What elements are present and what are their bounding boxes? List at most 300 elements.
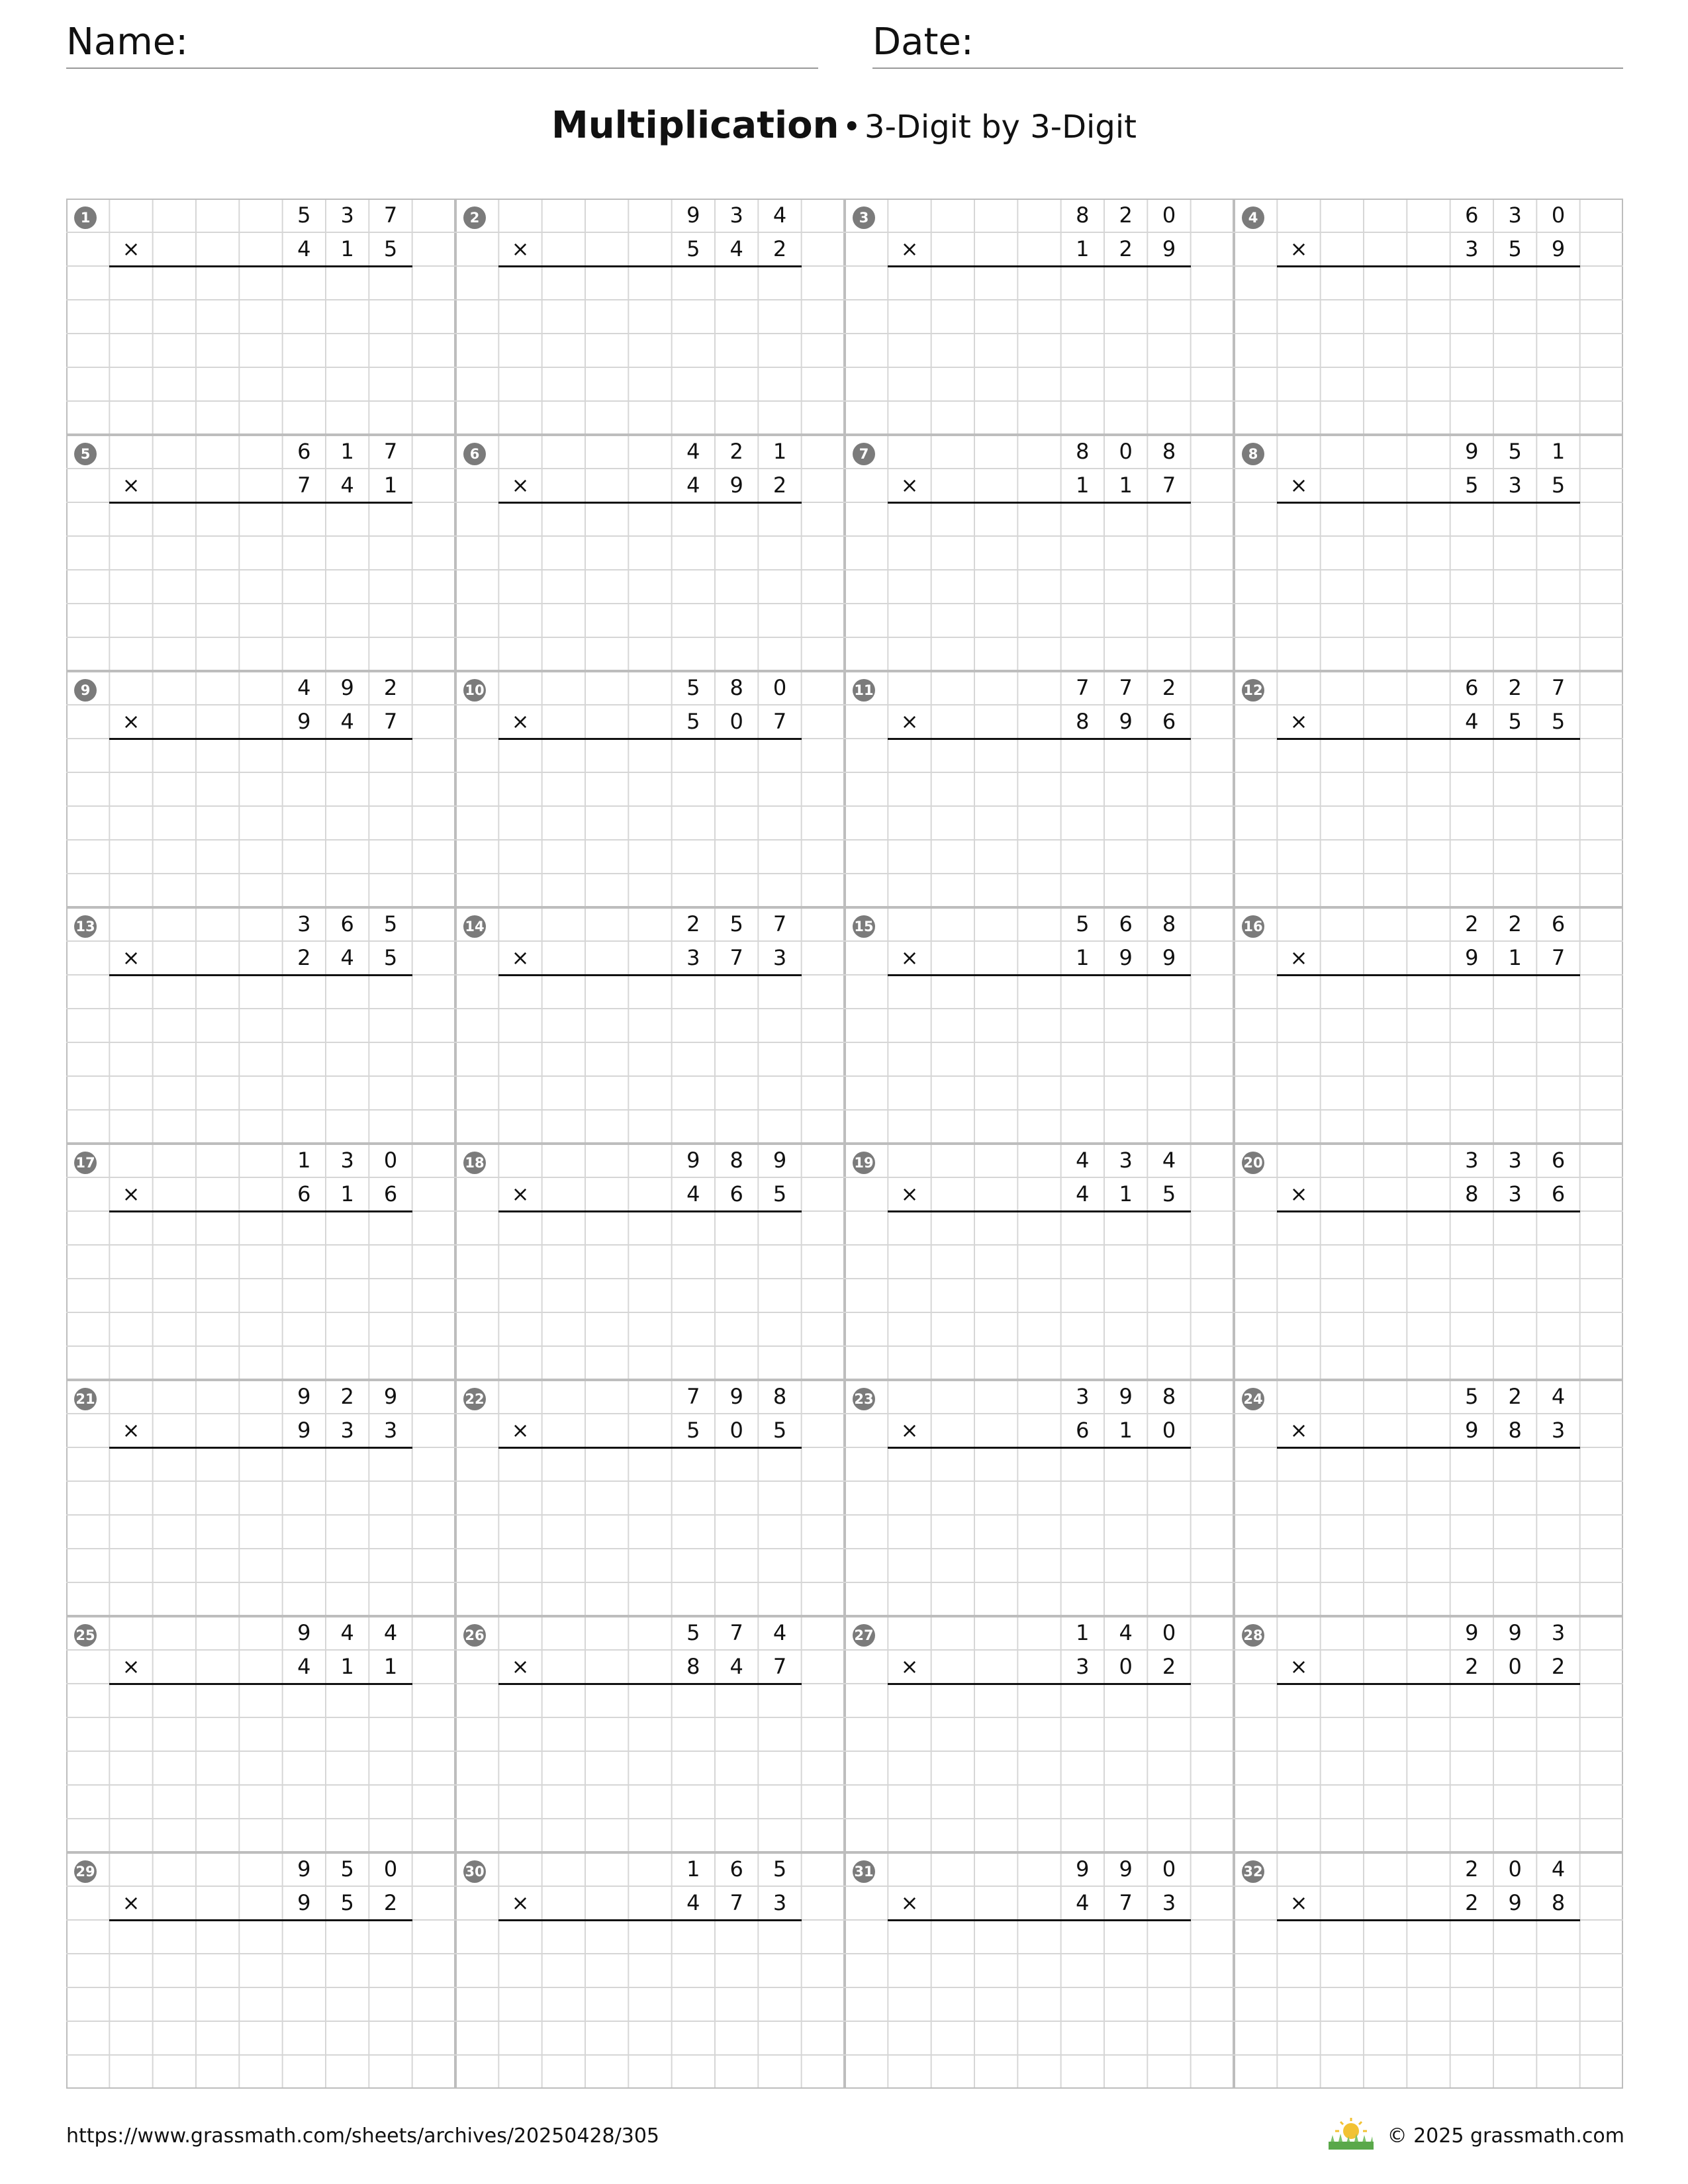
multiplier-digit: 2 [383, 1890, 398, 1915]
problem [1234, 907, 1623, 1144]
multiplicand-digit: 4 [1119, 1620, 1133, 1645]
multiplier-digit: 8 [1508, 1418, 1522, 1443]
multiplicand-digit: 8 [729, 675, 743, 700]
multiplicand-digit: 4 [1076, 1148, 1090, 1173]
multiply-sign: × [122, 1418, 140, 1443]
multiply-sign: × [1289, 1654, 1308, 1679]
answer-work-area[interactable] [455, 975, 845, 1144]
multiplier-digit: 9 [297, 1890, 311, 1915]
multiplier-digit: 7 [297, 473, 311, 498]
problem [455, 199, 845, 435]
multiplier-digit: 2 [297, 945, 311, 970]
answer-work-area[interactable] [66, 739, 455, 907]
problem-number-badge: 2 [463, 206, 486, 229]
multiplier-digit: 4 [1465, 709, 1479, 734]
multiplier-digit: 5 [1465, 473, 1479, 498]
multiplier-digit: 9 [1508, 1890, 1522, 1915]
multiplicand-digit: 2 [1465, 911, 1479, 936]
multiplicand-digit: 4 [773, 203, 787, 228]
multiplier-digit: 3 [773, 1890, 787, 1915]
problem-number-badge: 5 [74, 443, 97, 465]
multiplier-digit: 8 [686, 1654, 700, 1679]
multiplicand-digit: 9 [383, 1384, 398, 1409]
problem [455, 671, 845, 907]
multiplier-digit: 4 [686, 473, 700, 498]
problem-number-badge: 22 [463, 1388, 486, 1410]
multiplicand-digit: 6 [729, 1856, 743, 1882]
multiplier-digit: 3 [773, 945, 787, 970]
multiplicand-digit: 9 [729, 1384, 743, 1409]
multiplicand-digit: 7 [383, 439, 398, 464]
multiplicand-digit: 5 [729, 911, 743, 936]
problem-number-badge: 27 [853, 1624, 875, 1647]
multiply-sign: × [511, 945, 530, 970]
multiplicand-digit: 6 [340, 911, 354, 936]
multiplier-digit: 0 [729, 709, 743, 734]
problem [845, 1144, 1234, 1380]
multiplicand-digit: 1 [297, 1148, 311, 1173]
multiplicand-digit: 9 [1076, 1856, 1090, 1882]
multiplicand-digit: 9 [297, 1856, 311, 1882]
multiply-sign: × [1289, 473, 1308, 498]
multiplier-digit: 1 [1119, 1181, 1133, 1206]
multiplier-digit: 8 [1465, 1181, 1479, 1206]
multiplier-digit: 0 [729, 1418, 743, 1443]
multiplicand-digit: 2 [1162, 675, 1176, 700]
problem-number-badge: 9 [74, 679, 97, 702]
multiplicand-digit: 0 [773, 675, 787, 700]
problem [455, 1852, 845, 2089]
problem [66, 1144, 455, 1380]
multiplier-digit: 5 [1551, 473, 1566, 498]
problem-number-badge: 1 [74, 206, 97, 229]
multiplier-digit: 7 [1551, 945, 1566, 970]
multiplier-digit: 3 [686, 945, 700, 970]
problem [66, 1380, 455, 1616]
multiply-sign: × [511, 1654, 530, 1679]
multiplier-digit: 6 [297, 1181, 311, 1206]
answer-work-area[interactable] [455, 1447, 845, 1616]
multiplicand-digit: 2 [729, 439, 743, 464]
problem-number-badge: 8 [1242, 443, 1264, 465]
multiply-sign: × [122, 709, 140, 734]
multiplicand-digit: 4 [297, 675, 311, 700]
multiply-sign: × [122, 473, 140, 498]
name-label: Name: [66, 21, 189, 64]
problem-number-badge: 3 [853, 206, 875, 229]
multiplicand-digit: 0 [1551, 203, 1566, 228]
multiplier-digit: 2 [1465, 1654, 1479, 1679]
multiply-sign: × [511, 473, 530, 498]
multiply-sign: × [511, 1418, 530, 1443]
answer-work-area[interactable] [455, 739, 845, 907]
multiplicand-digit: 0 [383, 1148, 398, 1173]
multiplicand-digit: 2 [1508, 1384, 1522, 1409]
multiplicand-digit: 5 [1076, 911, 1090, 936]
problem-number-badge: 4 [1242, 206, 1264, 229]
problem [1234, 1616, 1623, 1852]
multiplicand-digit: 5 [773, 1856, 787, 1882]
multiply-sign: × [511, 1890, 530, 1915]
answer-work-area[interactable] [845, 975, 1234, 1144]
answer-work-area[interactable] [66, 1211, 455, 1380]
multiplicand-digit: 9 [1465, 439, 1479, 464]
multiplicand-digit: 6 [1119, 911, 1133, 936]
grass-logo-icon [1327, 2115, 1375, 2150]
multiplier-digit: 2 [773, 473, 787, 498]
multiply-sign: × [122, 236, 140, 261]
multiplier-digit: 7 [773, 1654, 787, 1679]
multiplicand-digit: 0 [1119, 439, 1133, 464]
multiplicand-digit: 0 [1162, 203, 1176, 228]
problem [66, 435, 455, 671]
answer-work-area[interactable] [845, 1920, 1234, 2089]
multiplier-digit: 7 [729, 945, 743, 970]
multiplicand-digit: 4 [686, 439, 700, 464]
multiplicand-digit: 9 [1119, 1384, 1133, 1409]
answer-work-area[interactable] [845, 1211, 1234, 1380]
problem-number-badge: 21 [74, 1388, 97, 1410]
multiplicand-digit: 7 [729, 1620, 743, 1645]
problem [845, 1380, 1234, 1616]
answer-work-area[interactable] [1234, 1211, 1623, 1380]
multiplicand-digit: 5 [1508, 439, 1522, 464]
answer-work-area[interactable] [455, 1684, 845, 1852]
date-line[interactable] [872, 68, 1623, 69]
multiplicand-digit: 6 [1465, 203, 1479, 228]
multiplier-digit: 9 [1119, 945, 1133, 970]
multiplier-digit: 9 [297, 1418, 311, 1443]
answer-work-area[interactable] [845, 502, 1234, 671]
problem-number-badge: 19 [853, 1152, 875, 1174]
multiplicand-digit: 4 [340, 1620, 354, 1645]
problem [455, 907, 845, 1144]
answer-work-area[interactable] [455, 502, 845, 671]
problem [455, 1380, 845, 1616]
problem-number-badge: 30 [463, 1860, 486, 1883]
multiplier-digit: 9 [1162, 945, 1176, 970]
multiplicand-digit: 5 [686, 675, 700, 700]
name-line[interactable] [66, 68, 818, 69]
multiply-sign: × [1289, 1181, 1308, 1206]
multiplier-digit: 7 [383, 709, 398, 734]
problem-number-badge: 28 [1242, 1624, 1264, 1647]
answer-work-area[interactable] [845, 1447, 1234, 1616]
answer-work-area[interactable] [845, 266, 1234, 435]
problem-number-badge: 15 [853, 915, 875, 938]
multiply-sign: × [900, 1181, 919, 1206]
multiplier-digit: 1 [1508, 945, 1522, 970]
multiplier-digit: 6 [1076, 1418, 1090, 1443]
problem [845, 907, 1234, 1144]
answer-work-area[interactable] [1234, 1447, 1623, 1616]
multiplier-digit: 6 [1551, 1181, 1566, 1206]
problem [66, 1852, 455, 2089]
multiplier-digit: 4 [1076, 1181, 1090, 1206]
problem-area [66, 199, 1623, 2089]
problem-number-badge: 6 [463, 443, 486, 465]
problem [455, 1616, 845, 1852]
multiplier-digit: 5 [773, 1418, 787, 1443]
multiplicand-digit: 3 [1508, 1148, 1522, 1173]
multiplier-digit: 6 [729, 1181, 743, 1206]
problem-number-badge: 16 [1242, 915, 1264, 938]
date-label: Date: [872, 21, 974, 64]
multiplicand-digit: 8 [1162, 439, 1176, 464]
multiplier-digit: 9 [1162, 236, 1176, 261]
title-separator: • [842, 109, 861, 146]
multiplicand-digit: 9 [340, 675, 354, 700]
multiplier-digit: 7 [1162, 473, 1176, 498]
problem [1234, 199, 1623, 435]
multiplicand-digit: 7 [1119, 675, 1133, 700]
multiplicand-digit: 9 [297, 1384, 311, 1409]
multiplier-digit: 5 [686, 1418, 700, 1443]
answer-work-area[interactable] [66, 1920, 455, 2089]
problem-number-badge: 32 [1242, 1860, 1264, 1883]
multiplicand-digit: 2 [686, 911, 700, 936]
multiplicand-digit: 7 [1551, 675, 1566, 700]
multiply-sign: × [1289, 1418, 1308, 1443]
answer-work-area[interactable] [1234, 502, 1623, 671]
multiplier-digit: 9 [729, 473, 743, 498]
multiplier-digit: 6 [1162, 709, 1176, 734]
multiplier-digit: 5 [686, 709, 700, 734]
problem [455, 1144, 845, 1380]
multiplier-digit: 4 [729, 236, 743, 261]
problem-number-badge: 14 [463, 915, 486, 938]
multiplier-digit: 9 [1551, 236, 1566, 261]
problem-number-badge: 12 [1242, 679, 1264, 702]
answer-work-area[interactable] [455, 1211, 845, 1380]
problem-number-badge: 10 [463, 679, 486, 702]
answer-work-area[interactable] [66, 1684, 455, 1852]
multiplicand-digit: 3 [1119, 1148, 1133, 1173]
multiplicand-digit: 6 [1551, 1148, 1566, 1173]
multiply-sign: × [900, 1654, 919, 1679]
problem-number-badge: 7 [853, 443, 875, 465]
multiply-sign: × [1289, 945, 1308, 970]
multiplicand-digit: 3 [1508, 203, 1522, 228]
multiplier-digit: 1 [340, 236, 354, 261]
multiplier-digit: 2 [1551, 1654, 1566, 1679]
multiplicand-digit: 3 [340, 203, 354, 228]
multiplier-digit: 4 [340, 473, 354, 498]
title-main: Multiplication [551, 104, 839, 147]
multiplier-digit: 5 [1508, 236, 1522, 261]
answer-work-area[interactable] [1234, 739, 1623, 907]
problem [845, 1616, 1234, 1852]
multiplier-digit: 3 [1508, 1181, 1522, 1206]
multiplicand-digit: 9 [297, 1620, 311, 1645]
multiply-sign: × [900, 945, 919, 970]
multiplicand-digit: 0 [1162, 1856, 1176, 1882]
problem [1234, 1144, 1623, 1380]
multiplicand-digit: 9 [1465, 1620, 1479, 1645]
answer-work-area[interactable] [66, 266, 455, 435]
multiplier-digit: 0 [1508, 1654, 1522, 1679]
multiplier-digit: 1 [383, 1654, 398, 1679]
multiplier-digit: 5 [340, 1890, 354, 1915]
multiplicand-digit: 3 [729, 203, 743, 228]
title-subtitle: 3-Digit by 3-Digit [865, 109, 1137, 146]
multiplicand-digit: 5 [340, 1856, 354, 1882]
multiplicand-digit: 7 [1076, 675, 1090, 700]
multiplicand-digit: 4 [1162, 1148, 1176, 1173]
multiply-sign: × [511, 709, 530, 734]
problem [455, 435, 845, 671]
multiplier-digit: 4 [297, 236, 311, 261]
footer-copyright: © 2025 grassmath.com [1387, 2124, 1624, 2148]
multiplicand-digit: 8 [1076, 203, 1090, 228]
multiplicand-digit: 8 [1162, 911, 1176, 936]
multiplicand-digit: 1 [1551, 439, 1566, 464]
problem-number-badge: 24 [1242, 1388, 1264, 1410]
answer-work-area[interactable] [1234, 1684, 1623, 1852]
multiplier-digit: 1 [340, 1654, 354, 1679]
answer-work-area[interactable] [845, 739, 1234, 907]
multiply-sign: × [122, 1890, 140, 1915]
multiply-sign: × [1289, 236, 1308, 261]
problem [845, 435, 1234, 671]
multiplicand-digit: 5 [1465, 1384, 1479, 1409]
multiplicand-digit: 3 [1465, 1148, 1479, 1173]
multiplicand-digit: 1 [1076, 1620, 1090, 1645]
multiplicand-digit: 2 [1465, 1856, 1479, 1882]
multiplier-digit: 3 [1162, 1890, 1176, 1915]
multiplicand-digit: 6 [1551, 911, 1566, 936]
multiplicand-digit: 4 [383, 1620, 398, 1645]
multiply-sign: × [122, 1181, 140, 1206]
problem [845, 671, 1234, 907]
multiplicand-digit: 3 [1551, 1620, 1566, 1645]
multiplier-digit: 4 [340, 709, 354, 734]
multiplicand-digit: 0 [1508, 1856, 1522, 1882]
footer-url: https://www.grassmath.com/sheets/archives/20250428/305 [66, 2124, 660, 2148]
problem-number-badge: 25 [74, 1624, 97, 1647]
multiplicand-digit: 5 [383, 911, 398, 936]
multiply-sign: × [1289, 709, 1308, 734]
multiplicand-digit: 9 [686, 203, 700, 228]
multiplier-digit: 8 [1551, 1890, 1566, 1915]
problem [1234, 671, 1623, 907]
multiplier-digit: 7 [1119, 1890, 1133, 1915]
multiplicand-digit: 3 [340, 1148, 354, 1173]
multiplicand-digit: 6 [1465, 675, 1479, 700]
multiplicand-digit: 2 [1119, 203, 1133, 228]
multiplicand-digit: 2 [1508, 675, 1522, 700]
multiplier-digit: 0 [1119, 1654, 1133, 1679]
problem-number-badge: 11 [853, 679, 875, 702]
multiply-sign: × [900, 709, 919, 734]
multiplicand-digit: 2 [340, 1384, 354, 1409]
multiplier-digit: 7 [773, 709, 787, 734]
multiplier-digit: 4 [729, 1654, 743, 1679]
problem-number-badge: 20 [1242, 1152, 1264, 1174]
multiply-sign: × [900, 236, 919, 261]
multiplier-digit: 8 [1076, 709, 1090, 734]
problem-number-badge: 23 [853, 1388, 875, 1410]
multiplicand-digit: 1 [773, 439, 787, 464]
multiplier-digit: 2 [773, 236, 787, 261]
multiplicand-digit: 1 [686, 1856, 700, 1882]
multiplier-digit: 5 [1551, 709, 1566, 734]
multiplier-digit: 3 [383, 1418, 398, 1443]
multiplier-digit: 3 [1465, 236, 1479, 261]
multiplicand-digit: 9 [1119, 1856, 1133, 1882]
multiplicand-digit: 7 [383, 203, 398, 228]
multiplicand-digit: 3 [1076, 1384, 1090, 1409]
multiplicand-digit: 9 [1508, 1620, 1522, 1645]
multiplicand-digit: 3 [297, 911, 311, 936]
multiplicand-digit: 1 [340, 439, 354, 464]
multiplicand-digit: 6 [297, 439, 311, 464]
multiplicand-digit: 0 [1162, 1620, 1176, 1645]
multiplier-digit: 5 [686, 236, 700, 261]
multiplier-digit: 9 [297, 709, 311, 734]
multiplier-digit: 1 [340, 1181, 354, 1206]
multiplier-digit: 3 [1076, 1654, 1090, 1679]
multiplier-digit: 9 [1119, 709, 1133, 734]
multiplicand-digit: 7 [773, 911, 787, 936]
answer-work-area[interactable] [1234, 266, 1623, 435]
multiplicand-digit: 2 [383, 675, 398, 700]
answer-work-area[interactable] [66, 1447, 455, 1616]
problem [66, 1616, 455, 1852]
multiplicand-digit: 8 [1162, 1384, 1176, 1409]
multiplier-digit: 1 [1076, 236, 1090, 261]
multiplier-digit: 9 [1465, 1418, 1479, 1443]
answer-work-area[interactable] [1234, 975, 1623, 1144]
multiplicand-digit: 4 [773, 1620, 787, 1645]
multiplier-digit: 5 [773, 1181, 787, 1206]
answer-work-area[interactable] [66, 502, 455, 671]
multiplier-digit: 4 [297, 1654, 311, 1679]
problem-number-badge: 29 [74, 1860, 97, 1883]
page-title [0, 104, 1688, 147]
answer-work-area[interactable] [66, 975, 455, 1144]
multiplier-digit: 5 [383, 236, 398, 261]
multiplier-digit: 3 [340, 1418, 354, 1443]
multiplicand-digit: 5 [686, 1620, 700, 1645]
multiplicand-digit: 4 [1551, 1384, 1566, 1409]
multiplier-digit: 4 [340, 945, 354, 970]
multiplier-digit: 1 [383, 473, 398, 498]
problem [66, 199, 455, 435]
multiplier-digit: 1 [1076, 945, 1090, 970]
multiplicand-digit: 4 [1551, 1856, 1566, 1882]
multiplier-digit: 6 [383, 1181, 398, 1206]
multiplicand-digit: 5 [297, 203, 311, 228]
multiplier-digit: 4 [1076, 1890, 1090, 1915]
multiplier-digit: 1 [1119, 1418, 1133, 1443]
multiplier-digit: 5 [1508, 709, 1522, 734]
multiplicand-digit: 8 [729, 1148, 743, 1173]
answer-work-area[interactable] [455, 266, 845, 435]
multiplier-digit: 5 [383, 945, 398, 970]
problem-number-badge: 17 [74, 1152, 97, 1174]
multiply-sign: × [1289, 1890, 1308, 1915]
problem [1234, 1852, 1623, 2089]
multiplier-digit: 1 [1119, 473, 1133, 498]
multiplier-digit: 2 [1162, 1654, 1176, 1679]
answer-work-area[interactable] [1234, 1920, 1623, 2089]
answer-work-area[interactable] [845, 1684, 1234, 1852]
problem-number-badge: 31 [853, 1860, 875, 1883]
multiplier-digit: 3 [1508, 473, 1522, 498]
answer-work-area[interactable] [455, 1920, 845, 2089]
multiplicand-digit: 8 [773, 1384, 787, 1409]
